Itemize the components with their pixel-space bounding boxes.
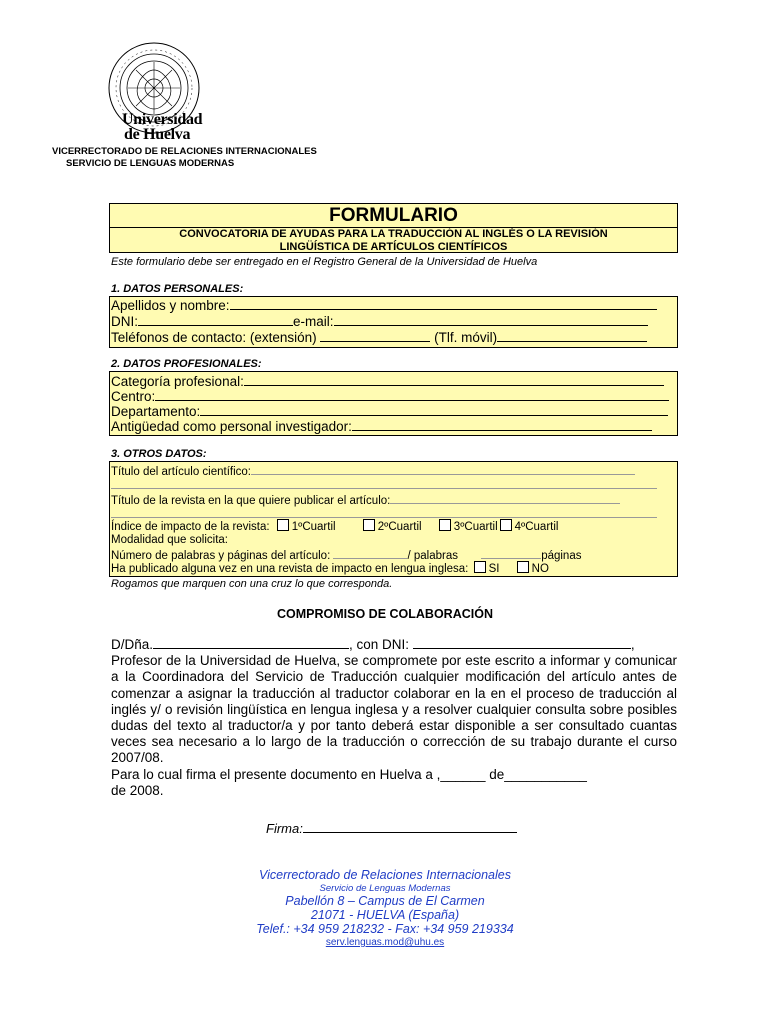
extension-line[interactable] <box>320 329 430 342</box>
dni-email-field[interactable] <box>111 313 648 330</box>
movil-label: (Tlf. móvil) <box>434 330 498 345</box>
titulo-articulo-label: Título del artículo científico: <box>111 466 251 478</box>
form-title: FORMULARIO <box>110 205 677 228</box>
titulo-articulo-line[interactable] <box>251 463 635 475</box>
footer-address: Pabellón 8 – Campus de El Carmen <box>285 894 485 908</box>
apellidos-line[interactable] <box>230 297 657 310</box>
q2-label: 2ºCuartil <box>377 521 422 533</box>
departamento-label: Departamento: <box>111 404 201 419</box>
q3-label: 3ºCuartil <box>453 521 498 533</box>
section-other-title: 3. OTROS DATOS: <box>111 448 207 460</box>
vicerrectorado-heading: VICERRECTORADO DE RELACIONES INTERNACIONALES <box>52 146 317 157</box>
movil-line[interactable] <box>497 329 647 342</box>
professional-data-box <box>109 371 678 436</box>
num-palabras-label: Número de palabras y páginas del artículo: <box>111 550 331 562</box>
section-professional-title: 2. DATOS PROFESIONALES: <box>111 358 262 370</box>
other-data-box <box>109 461 678 577</box>
form-subtitle-line1: CONVOCATORIA DE AYUDAS PARA LA TRADUCCIÓN AL INGLÉS O LA REVISIÓN <box>179 228 608 240</box>
no-label: NO <box>531 563 549 575</box>
no-checkbox[interactable] <box>517 561 529 573</box>
antiguedad-label: Antigüedad como personal investigador: <box>111 419 352 434</box>
form-subtitle <box>110 228 677 254</box>
para-lo-cual: Para lo cual firma el presente documento en Huelva a ,______ de___________ <box>111 766 587 782</box>
indice-label: Índice de impacto de la revista: <box>111 521 270 533</box>
telefonos-label: Teléfonos de contacto: (extensión) <box>111 330 317 345</box>
apellidos-field[interactable] <box>111 297 657 314</box>
departamento-line[interactable] <box>200 403 668 416</box>
titulo-articulo-field-2[interactable] <box>111 477 657 493</box>
section-personal-title: 1. DATOS PERSONALES: <box>111 283 244 295</box>
si-label: SI <box>488 563 500 575</box>
apellidos-label: Apellidos y nombre: <box>111 298 230 313</box>
dni-comma: , <box>630 637 635 652</box>
dona-name-line[interactable] <box>153 636 349 649</box>
servicio-heading: SERVICIO DE LENGUAS MODERNAS <box>66 158 235 169</box>
dni-line[interactable] <box>138 313 293 326</box>
email-label: e-mail: <box>293 314 334 329</box>
modalidad-field[interactable] <box>111 533 228 547</box>
modalidad-label: Modalidad que solicita: <box>111 534 228 546</box>
titulo-articulo-line-2[interactable] <box>111 477 657 489</box>
firma-field[interactable] <box>266 820 517 836</box>
email-line[interactable] <box>334 313 648 326</box>
firma-line[interactable] <box>303 820 517 833</box>
q4-checkbox[interactable] <box>500 519 512 531</box>
firma-label: Firma: <box>266 821 303 836</box>
year-line: de 2008. <box>111 782 164 798</box>
university-name <box>122 112 202 142</box>
centro-label: Centro: <box>111 389 156 404</box>
dni-label: DNI: <box>111 314 138 329</box>
paginas-line[interactable] <box>481 547 541 559</box>
instruction-note: Rogamos que marquen con una cruz lo que corresponda. <box>111 578 393 590</box>
si-checkbox[interactable] <box>474 561 486 573</box>
submission-note: Este formulario debe ser entregado en el Registro General de la Universidad de Huelva <box>111 256 538 268</box>
titulo-revista-line[interactable] <box>390 492 620 504</box>
compromiso-paragraph: Profesor de la Universidad de Huelva, se compromete por este escrito a informar y comunicar a la Coordinadora del Servicio de Traducción cualquier modificación del artículo antes de comenzar a asignar la traducción al traductor colaborar en la en el proceso de traducción al inglés y/ o revisión lingüística en lengua inglesa y a resolver cualquier consulta sobre posibles dudas del texto al traductor/a y por tanto deberá estar disponible a ser consultado cuantas veces sea necesario a lo largo de la traducción o corrección de su trabajo durante el curso 2007/08. <box>111 653 677 766</box>
categoria-label: Categoría profesional: <box>111 374 244 389</box>
footer-phone: Telef.: +34 959 218232 - Fax: +34 959 219334 <box>256 922 514 936</box>
compromiso-title: COMPROMISO DE COLABORACIÓN <box>277 607 493 621</box>
personal-data-box <box>109 296 678 348</box>
footer-vicerrectorado: Vicerrectorado de Relaciones Internacionales <box>258 868 511 882</box>
titulo-revista-line-2[interactable] <box>111 506 657 518</box>
university-name-line2: de Huelva <box>124 126 191 143</box>
palabras-label: / palabras <box>407 550 458 562</box>
dona-line[interactable] <box>111 636 677 653</box>
q1-checkbox[interactable] <box>277 519 289 531</box>
con-dni-label: , con DNI: <box>349 637 410 652</box>
titulo-revista-label: Título de la revista en la que quiere publicar el artículo: <box>111 495 391 507</box>
compromiso-dni-line[interactable] <box>413 636 631 649</box>
dona-label: D/Dña. <box>111 637 154 652</box>
telefonos-field[interactable] <box>111 329 647 346</box>
university-name-line1: Universidad <box>122 111 203 128</box>
categoria-line[interactable] <box>244 373 664 386</box>
antiguedad-field[interactable] <box>111 418 652 435</box>
form-subtitle-line2: LINGÜÍSTICA DE ARTÍCULOS CIENTÍFICOS <box>279 241 508 253</box>
footer-city: 21071 - HUELVA (España) <box>310 908 460 922</box>
paginas-label: páginas <box>541 550 582 562</box>
palabras-line[interactable] <box>333 547 407 559</box>
footer-email-link[interactable]: serv.lenguas.mod@uhu.es <box>325 937 445 948</box>
publicado-label: Ha publicado alguna vez en una revista de impacto en lengua inglesa: <box>111 563 469 575</box>
publicado-field[interactable] <box>111 561 549 576</box>
q2-checkbox[interactable] <box>363 519 375 531</box>
footer-servicio: Servicio de Lenguas Modernas <box>319 883 451 894</box>
q1-label: 1ºCuartil <box>291 521 336 533</box>
compromiso-body <box>111 636 677 799</box>
indice-impacto-field[interactable] <box>111 519 558 534</box>
q4-label: 4ºCuartil <box>514 521 559 533</box>
form-title-box <box>109 203 678 253</box>
q3-checkbox[interactable] <box>439 519 451 531</box>
antiguedad-line[interactable] <box>352 418 652 431</box>
centro-line[interactable] <box>155 388 669 401</box>
